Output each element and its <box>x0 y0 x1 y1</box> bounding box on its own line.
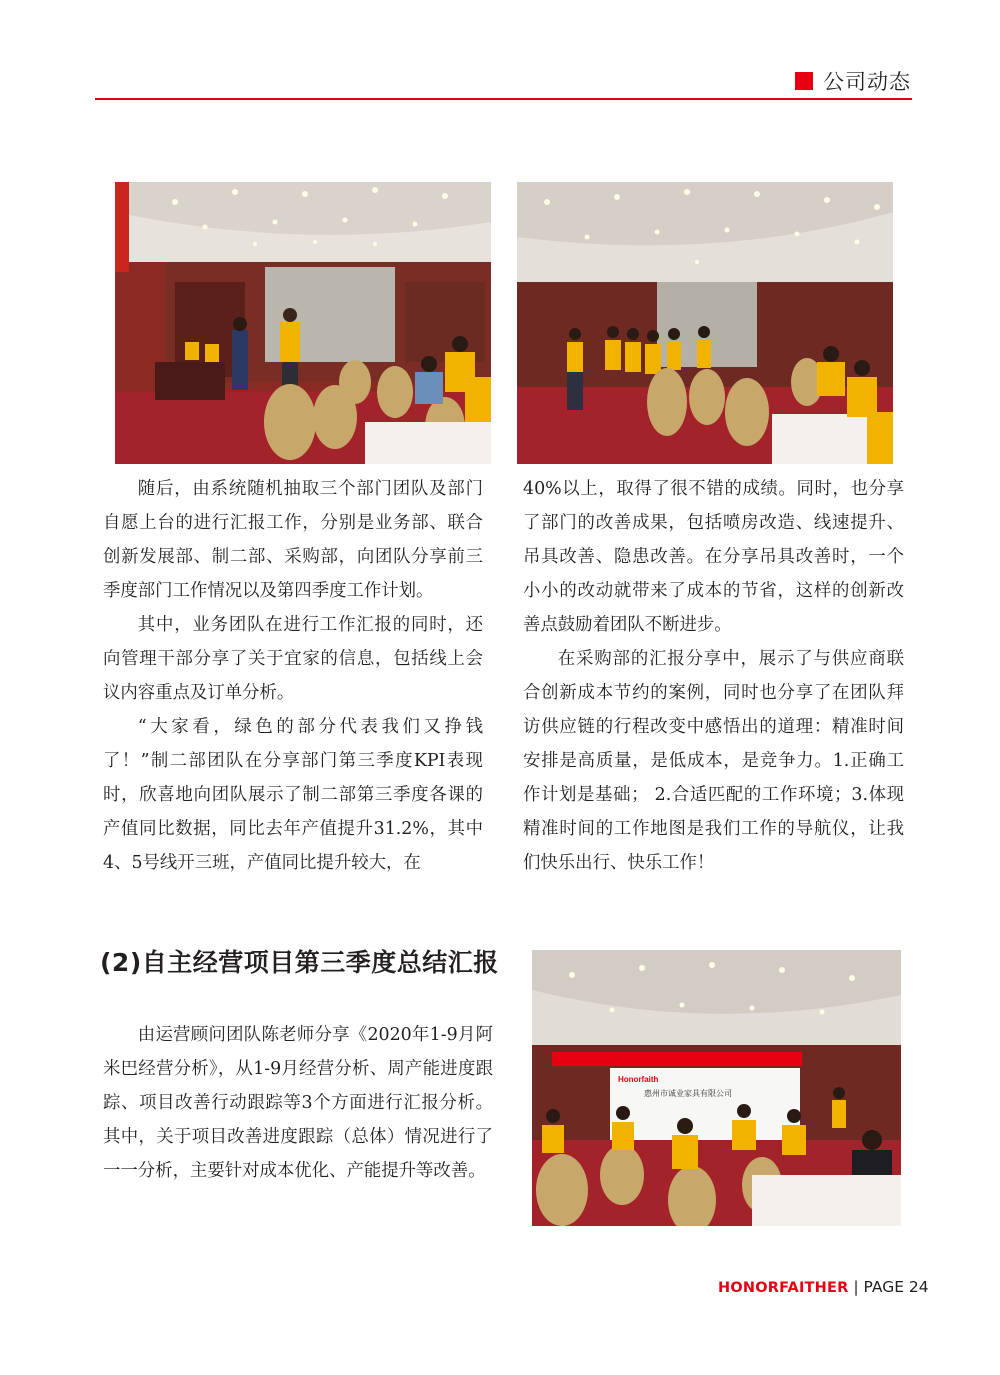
paragraph: 由运营顾问团队陈老师分享《2020年1-9月阿米巴经营分析》，从1-9月经营分析、周产能进度跟踪、项目改善行动跟踪等3个方面进行汇报分析。其中，关于项目改善进度跟踪（总体）情况进行了一一分析，主要针对成本优化、产能提升等改善。 <box>103 1025 493 1181</box>
paragraph: 随后，由系统随机抽取三个部门团队及部门自愿上台的进行汇报工作，分别是业务部、联合创新发展部、制二部、采购部，向团队分享前三季度部门工作情况以及第四季度工作计划。 <box>103 479 483 601</box>
paragraph: 在采购部的汇报分享中，展示了与供应商联合创新成本节约的案例，同时也分享了在团队拜访供应链的行程改变中感悟出的道理：精准时间安排是高质量，是低成本，是竞争力。1.正确工作计划是基础； 2.合适匹配的工作环境；3.体现精准时间的工作地图是我们工作的导航仪，让我们快乐出行、快乐工作！ <box>523 649 904 873</box>
section2-body <box>103 1018 493 1188</box>
screen-company-name: 惠州市诚业家具有限公司 <box>644 1089 732 1098</box>
section-heading: (2)自主经营项目第三季度总结汇报 <box>100 948 499 977</box>
article-left-column <box>103 472 483 880</box>
paragraph: “大家看，绿色的部分代表我们又挣钱了！”制二部团队在分享部门第三季度KPI表现时，欣喜地向团队展示了制二部第三季度各课的产值同比数据，同比去年产值提升31.2%，其中4、5号线开三班，产值同比提升较大，在 <box>103 717 483 873</box>
photo-meeting-hall-presenters <box>115 182 491 464</box>
photo-presentation-screen <box>532 950 901 1226</box>
paragraph: 其中，业务团队在进行工作汇报的同时，还向管理干部分享了关于宜家的信息，包括线上会议内容重点及订单分析。 <box>103 615 483 703</box>
section-title: 公司动态 <box>823 70 911 94</box>
photo-team-line-presenting <box>517 182 893 464</box>
footer-separator: | <box>853 1278 859 1296</box>
article-right-column <box>523 472 904 880</box>
paragraph: 40%以上，取得了很不错的成绩。同时，也分享了部门的改善成果，包括喷房改造、线速提升、吊具改善、隐患改善。在分享吊具改善时，一个小小的改动就带来了成本的节省，这样的创新改善点鼓励着团队不断进步。 <box>523 479 904 635</box>
header-rule <box>95 98 912 100</box>
page-footer <box>718 1277 929 1296</box>
screen-brand-logo: Honorfaith <box>618 1075 659 1084</box>
page-number: PAGE 24 <box>863 1278 929 1296</box>
footer-brand: HONORFAITHER <box>718 1280 849 1296</box>
section-marker-square <box>795 72 813 90</box>
